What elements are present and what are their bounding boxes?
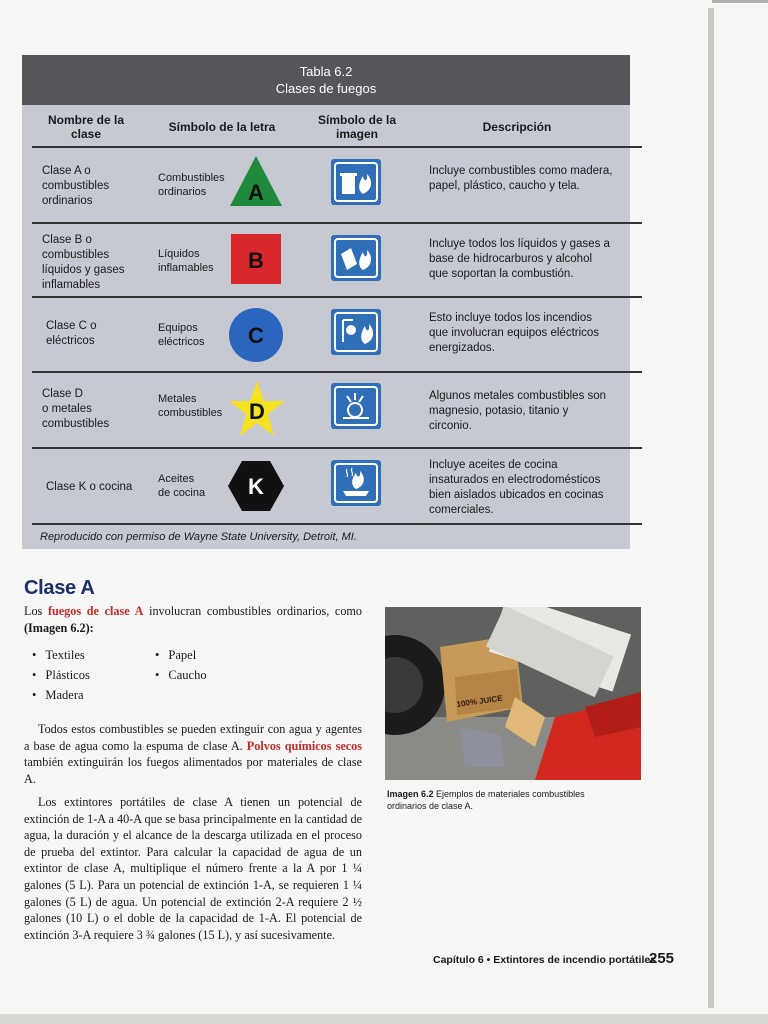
materials-list-right [155,645,207,685]
table-row-class-c [22,297,630,371]
table-title: Tabla 6.2 [299,64,353,79]
class-name: Clase D o metales combustibles [42,388,110,430]
header-name: Nombre de la clase [47,113,125,141]
list-item: • Plásticos [32,665,90,685]
trash-fire-pictogram-icon [331,159,381,205]
page-edge-bottom [0,1014,768,1024]
svg-text:K: K [248,474,264,499]
svg-text:B: B [248,248,264,273]
page-edge-top [712,0,768,3]
fire-classes-table [22,55,630,549]
metal-fire-pictogram-icon [331,383,381,429]
kitchen-fire-pictogram-icon [331,460,381,506]
class-description: Algunos metales combustibles son magnesio, potasio, titanio y circonio. [429,390,607,432]
class-b-square-symbol [230,233,282,285]
class-description: Incluye combustibles como madera, papel, plástico, caucho y tela. [429,165,613,192]
class-name: Clase A o combustibles ordinarios [42,165,110,207]
header-letter: Símbolo de la letra [168,120,276,134]
intro-paragraph: Los fuegos de clase A involucran combustibles ordinarios, como (Imagen 6.2): [24,604,362,635]
class-k-hexagon-symbol [227,460,285,512]
list-item: • Papel [155,645,207,665]
letter-label: Metales combustibles [158,393,223,419]
class-a-triangle-symbol [229,155,283,207]
list-item: • Madera [32,685,90,705]
electrical-fire-pictogram-icon [331,309,381,355]
class-name: Clase B o combustibles líquidos y gases inflamables [42,234,125,291]
page-edge-right [708,8,714,1008]
materials-list-left [32,645,90,705]
paragraph-portable-extinguishers: Los extintores portátiles de clase A tienen un potencial de extinción de 1-A a 40-A que se basa principalmente en la cantidad de agua, la duración y el alcance de la descarga utilizada en el proceso de prueba del extintor. Para calcular la capacidad de agua de un extintor de clase A, multiplique el número frente a la A por 1 ¼ galones (5 L). Para un potencial de extinción 1-A, se requieren 1 ¼ galones (5 L) de agua. Un potencial de extinción 2-A requiere 2 ½ galones (10 L) o el doble de la capacidad de 1-A. El potencial de extinción 3-A requiere 3 ¾ galones (15 L), y así sucesivamente. [24,795,362,942]
letter-label: Líquidos inflamables [158,248,214,274]
list-item: • Caucho [155,665,207,685]
letter-label: Aceites de cocina [158,473,206,499]
table-subtitle: Clases de fuegos [275,81,377,96]
photo-caption: Imagen 6.2 Ejemplos de materiales combustibles ordinarios de clase A. [387,789,585,811]
table-header [22,55,630,105]
svg-text:C: C [248,323,264,348]
term-polvos-quimicos-secos[interactable]: Polvos químicos secos [246,738,362,753]
section-title: Clase A [24,577,95,599]
svg-text:A: A [248,180,264,205]
class-name: Clase K o cocina [46,481,133,493]
class-description: Incluye todos los líquidos y gases a base de hidrocarburos y alcohol que soportan la combustión. [429,238,610,280]
class-description: Esto incluye todos los incendios que involucran equipos eléctricos energizados. [429,312,600,354]
paragraph-extinguish: Todos estos combustibles se pueden extinguir con agua y agentes a base de agua como la espuma de clase A. Polvos químicos secos también extinguirán los fuegos alimentados por materiales de clase A. [24,722,362,786]
chapter-footer: Capítulo 6 • Extintores de incendio portátiles [433,954,657,966]
table-credit: Reproducido con permiso de Wayne State University, Detroit, MI. [40,531,357,543]
page-number: 255 [649,950,675,967]
term-fuegos-clase-a[interactable]: fuegos de clase A [47,604,144,618]
header-description: Descripción [482,120,552,134]
table-row-class-d [22,372,630,447]
class-name: Clase C o eléctricos [46,320,97,347]
list-item: • Textiles [32,645,90,665]
class-description: Incluye aceites de cocina insaturados en electrodomésticos bien aislados ubicados en cocinas comerciales. [429,459,604,516]
juice-box-label: 100% JUICE [456,693,504,709]
table-row-class-a [22,147,630,222]
header-image: Símbolo de la imagen [317,113,396,141]
svg-text:D: D [249,399,265,424]
class-a-materials-photo [385,607,641,780]
letter-label: Combustibles ordinarios [158,172,225,198]
table-row-class-k [22,448,630,523]
letter-label: Equipos eléctricos [158,322,205,348]
class-c-circle-symbol [228,307,284,363]
liquid-fire-pictogram-icon [331,235,381,281]
table-row-class-b [22,223,630,296]
class-d-star-symbol [227,380,287,438]
divider [32,523,642,525]
